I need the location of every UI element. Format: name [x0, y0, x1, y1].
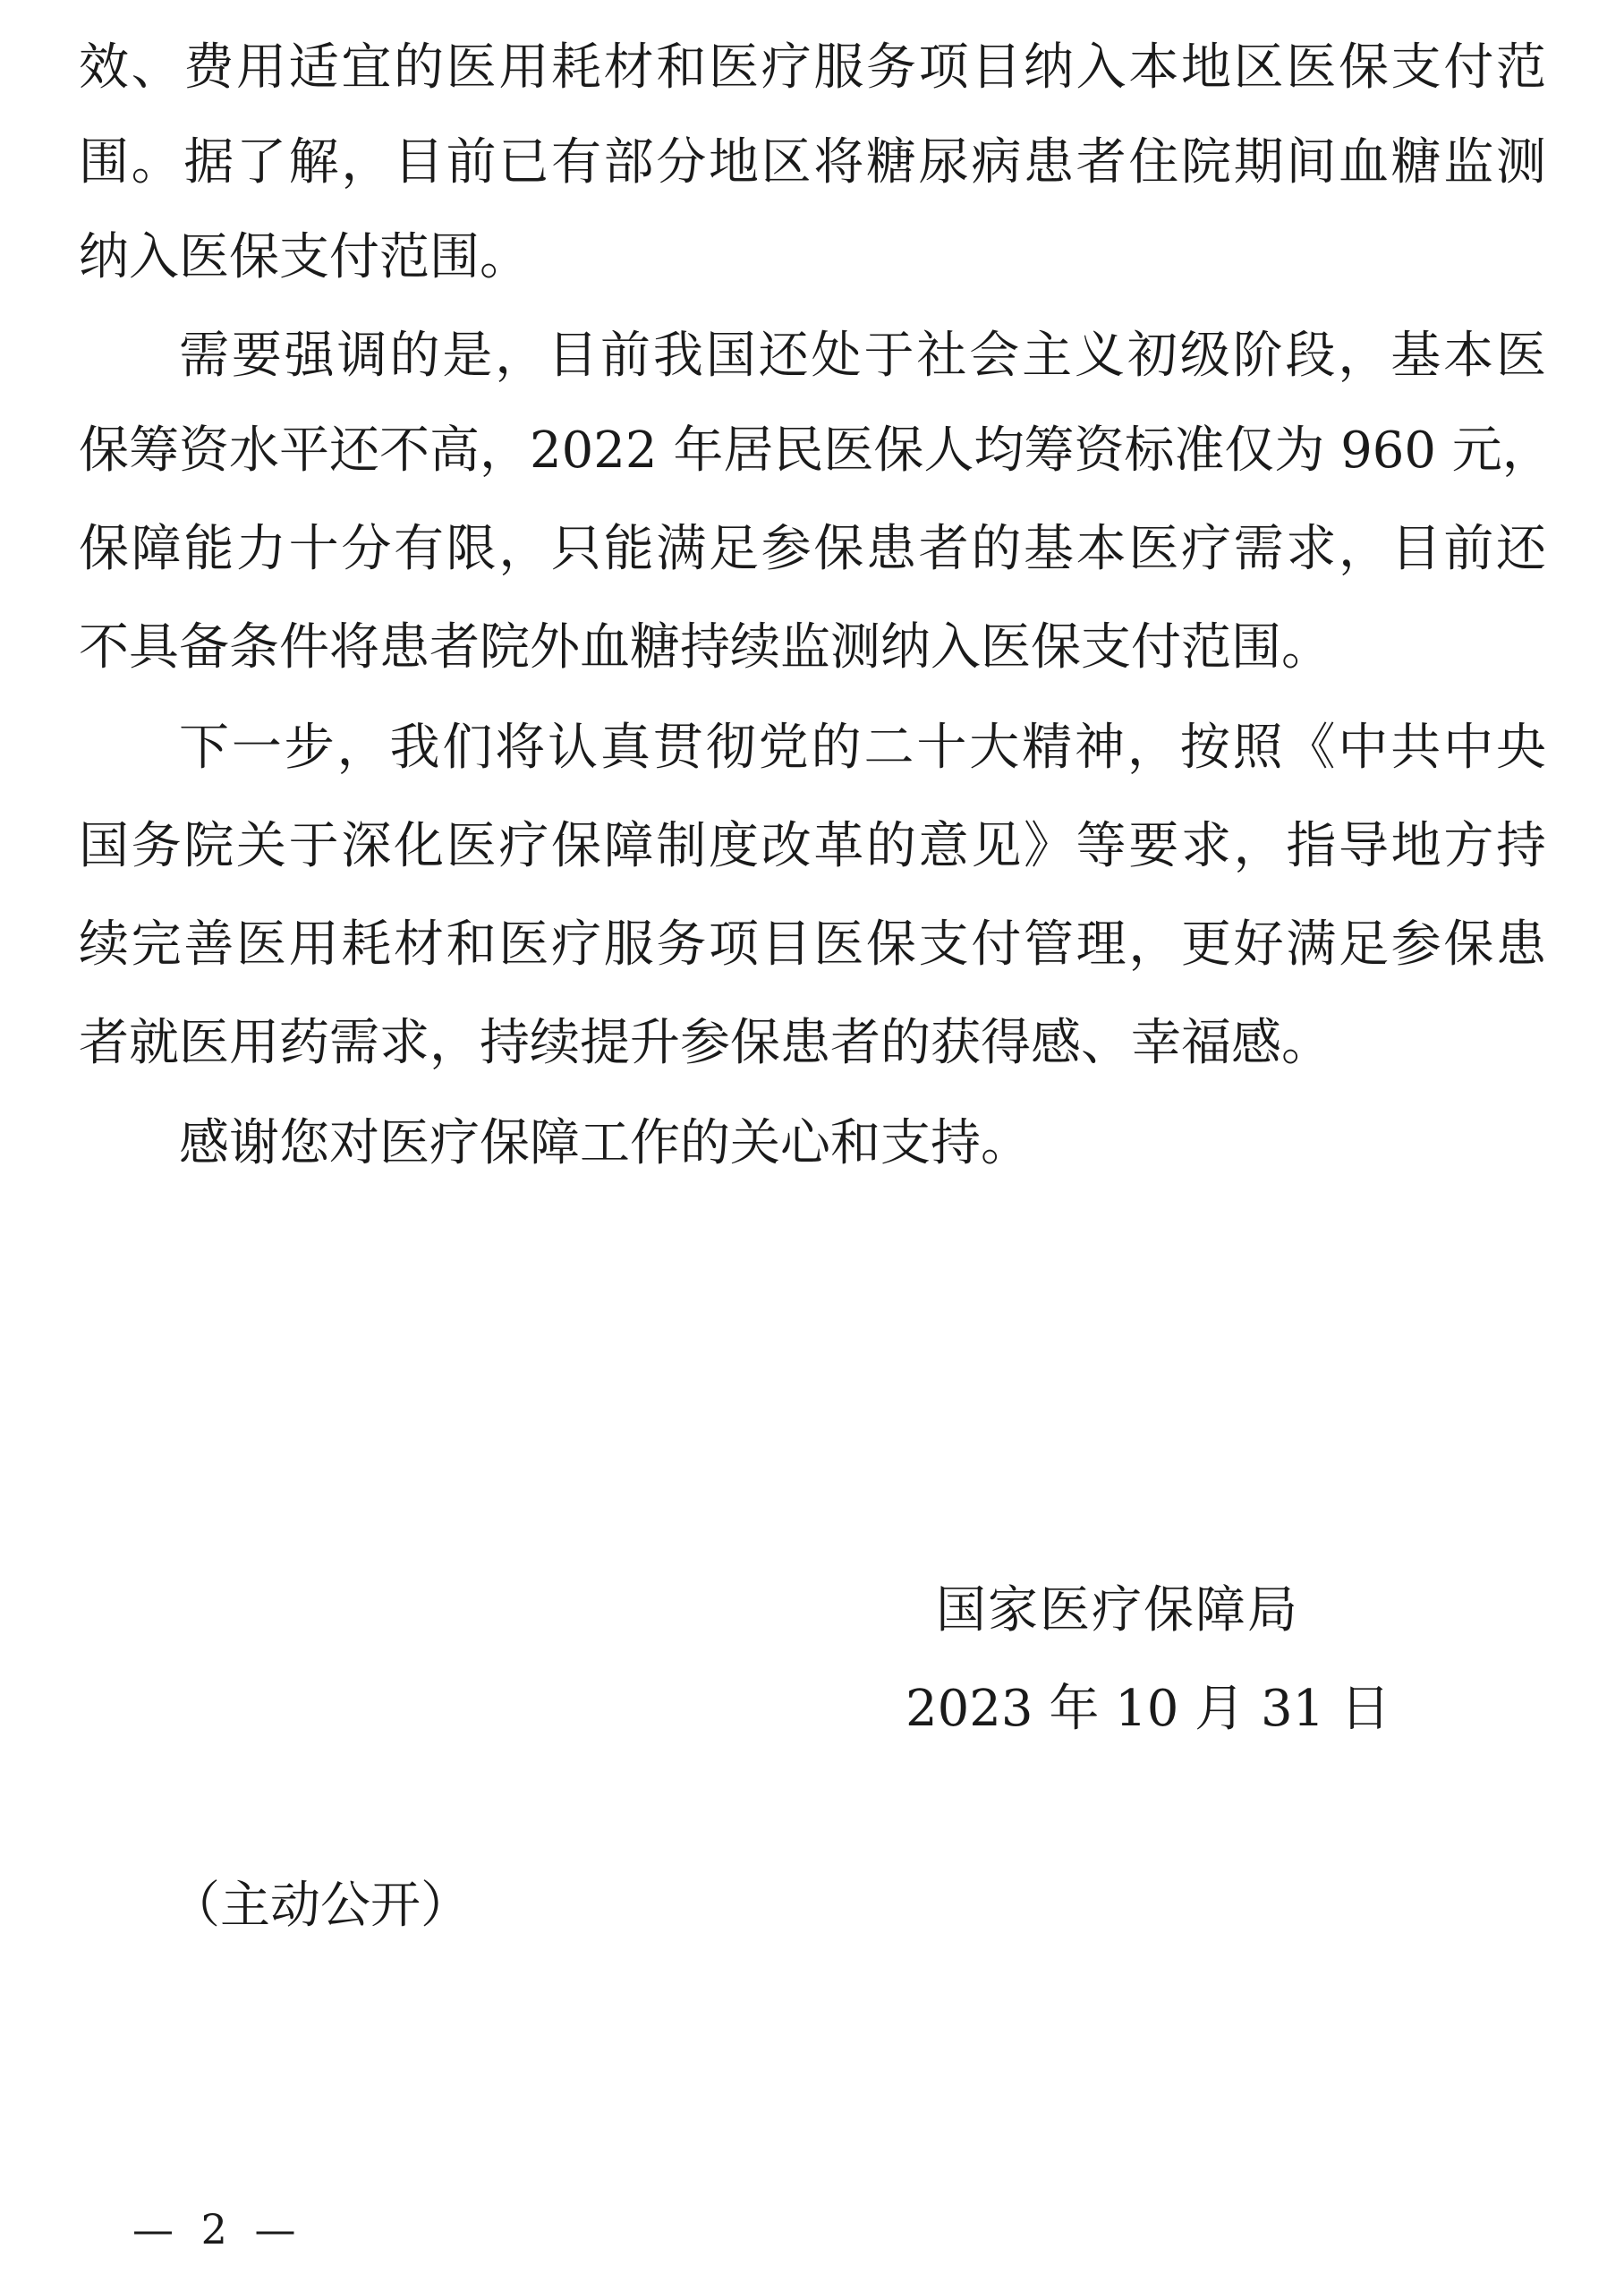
body-line: 感谢您对医疗保障工作的关心和支持。: [179, 1114, 1031, 1172]
body-line: 需要强调的是，目前我国还处于社会主义初级阶段，基本医: [179, 327, 1546, 385]
body-line: 下一步，我们将认真贯彻党的二十大精神，按照《中共中央: [179, 719, 1546, 777]
body-line: 围。据了解，目前已有部分地区将糖尿病患者住院期间血糖监测: [79, 133, 1546, 192]
body-line: 效、费用适宜的医用耗材和医疗服务项目纳入本地区医保支付范: [79, 38, 1546, 97]
disclosure-note: （主动公开）: [170, 1877, 471, 1935]
page-number: — 2 —: [132, 2205, 303, 2253]
body-line: 者就医用药需求，持续提升参保患者的获得感、幸福感。: [79, 1014, 1331, 1072]
body-line: 保筹资水平还不高，2022 年居民医保人均筹资标准仅为 960 元，: [79, 422, 1552, 480]
body-line: 纳入医保支付范围。: [79, 228, 530, 286]
body-line: 保障能力十分有限，只能满足参保患者的基本医疗需求，目前还: [79, 520, 1546, 578]
body-line: 国务院关于深化医疗保障制度改革的意见》等要求，指导地方持: [79, 817, 1546, 875]
signature-date: 2023 年 10 月 31 日: [906, 1680, 1391, 1738]
signature-org: 国家医疗保障局: [936, 1581, 1299, 1639]
body-line: 续完善医用耗材和医疗服务项目医保支付管理，更好满足参保患: [79, 916, 1546, 974]
body-line: 不具备条件将患者院外血糖持续监测纳入医保支付范围。: [79, 618, 1331, 677]
